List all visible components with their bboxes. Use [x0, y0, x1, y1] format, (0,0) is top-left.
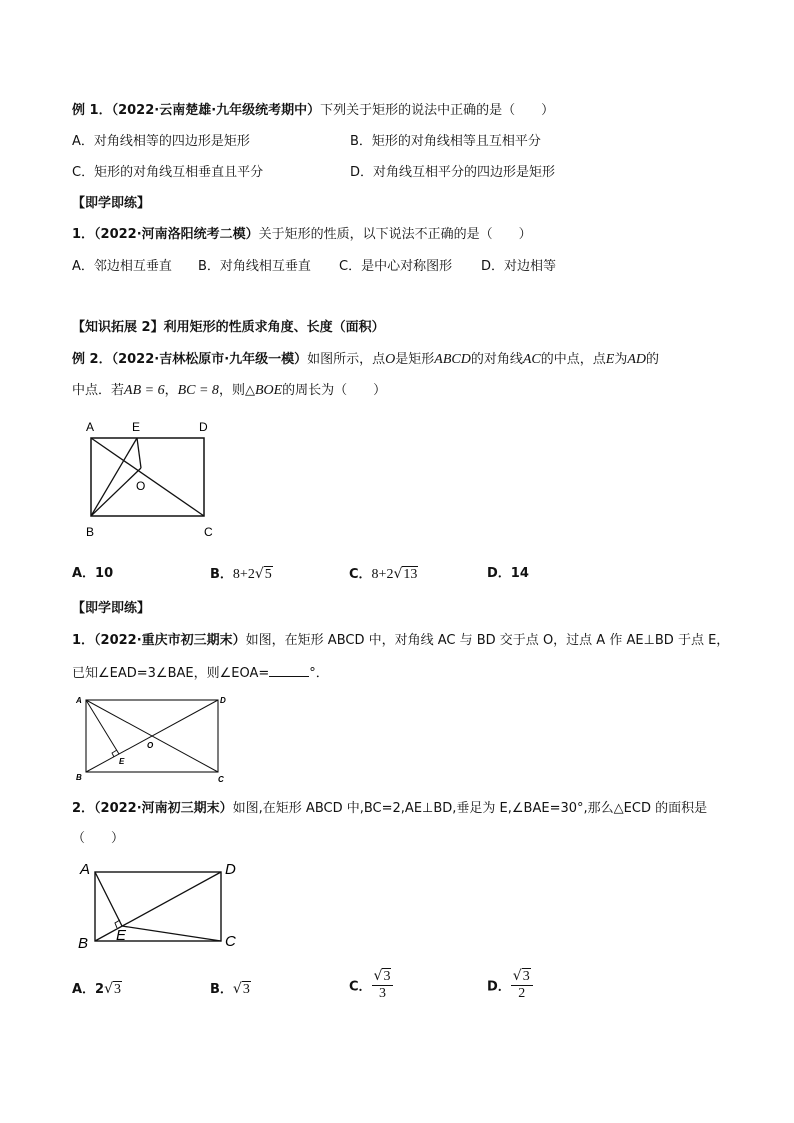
- radical-sign-icon: √: [254, 566, 264, 582]
- example-2-option-a: A．10: [72, 566, 114, 581]
- example-1-option-b: B．矩形的对角线相等且互相平分: [350, 134, 541, 149]
- radical-sign-icon: √: [373, 968, 383, 984]
- example-1-option-c: C．矩形的对角线互相垂直且平分: [72, 165, 264, 180]
- math-ABCD: ABCD: [434, 352, 471, 367]
- fraction: [372, 968, 394, 1002]
- practice-2-q1-text: °．: [309, 666, 329, 681]
- math-AC: AC: [522, 352, 541, 367]
- practice-2-q1-line-1: [72, 632, 729, 650]
- example-2-text: 的中点，点: [540, 352, 606, 367]
- practice-1-q1-source: （2022·河南洛阳统考二模）: [94, 227, 259, 242]
- segment-ae: [95, 872, 122, 926]
- fraction-denominator: 3: [379, 986, 386, 1001]
- example-2-text: ，: [164, 383, 178, 398]
- example-1-prefix: 例 1．: [72, 103, 112, 118]
- diagonal-ac: [91, 438, 204, 516]
- segment-eb: [91, 438, 137, 516]
- radicand: 13: [403, 567, 418, 582]
- fig-label-E: E: [119, 757, 125, 766]
- fig-label-B: B: [86, 525, 95, 539]
- radical: [104, 980, 122, 999]
- radicand: 5: [264, 567, 272, 582]
- practice-1-q1-stem: [72, 226, 532, 244]
- option-letter: B．: [210, 982, 233, 997]
- example-2-option-b: [210, 565, 273, 584]
- example-1-option-d: D．对角线互相平分的四边形是矩形: [350, 165, 556, 180]
- fig-label-D: D: [225, 861, 236, 878]
- fraction-numerator: [372, 968, 394, 986]
- example-2-stem-line-1: [72, 351, 659, 369]
- practice-2-q2-option-a: [72, 980, 122, 999]
- practice-2-q2-option-b: [210, 980, 251, 999]
- example-1-source: （2022·云南楚雄·九年级统考期中）: [111, 103, 321, 118]
- practice-1-q1-option-a: A．邻边相互垂直: [72, 259, 172, 274]
- option-letter: C．: [349, 979, 372, 995]
- example-2-text: 的: [646, 352, 660, 367]
- radical-sign-icon: √: [512, 968, 522, 984]
- segment-ob: [91, 468, 141, 516]
- math-O: O: [385, 352, 396, 367]
- example-2-text: 如图所示，点: [307, 352, 386, 367]
- practice-2-q2-option-d: [487, 968, 533, 1002]
- practice-1-q1-prefix: 1．: [72, 227, 95, 242]
- practice-2-q1-prefix: 1．: [72, 633, 95, 648]
- practice-2-q1-text: 已知∠EAD=3∠BAE，则∠EOA=: [72, 666, 270, 681]
- fig-label-E: E: [116, 927, 127, 944]
- practice-2-q2-option-c: [349, 968, 393, 1002]
- practice-2-q2-prefix: 2．: [72, 801, 95, 816]
- fig-label-A: A: [86, 420, 95, 434]
- segment-eo-upper: [137, 438, 141, 468]
- math-bc-equals-8: BC = 8: [177, 383, 219, 398]
- practice-2-q2-stem: [72, 800, 707, 818]
- fig-label-C: C: [225, 933, 236, 950]
- practice-1-q1-question: 关于矩形的性质，以下说法不正确的是（ ）: [258, 227, 532, 242]
- practice-2-q2-source: （2022·河南初三期末）: [94, 801, 233, 816]
- example-2-stem-line-2: [72, 382, 386, 400]
- practice-1-q1-option-b: B．对角线相互垂直: [198, 259, 311, 274]
- answer-blank[interactable]: [269, 664, 309, 677]
- math-AD: AD: [627, 352, 647, 367]
- fig-label-D: D: [199, 420, 208, 434]
- fig-label-O: O: [136, 479, 146, 493]
- fig-label-A: A: [76, 696, 82, 705]
- radical: [393, 565, 418, 584]
- math-ab-equals-6: AB = 6: [124, 383, 165, 398]
- diagonal-bd: [95, 872, 221, 941]
- example-2-text: 的周长为（ ）: [282, 383, 387, 398]
- practice-2-q2-figure: [72, 854, 252, 954]
- option-letter: B．: [210, 567, 233, 582]
- radicand: 3: [114, 982, 122, 997]
- option-expression: 8+2: [232, 567, 255, 582]
- fig-label-C: C: [204, 525, 213, 539]
- practice-2-q1-figure: [72, 692, 238, 784]
- example-2-option-d: D．14: [487, 566, 529, 581]
- example-2-text: 的对角线: [470, 352, 523, 367]
- practice-2-header: 【即学即练】: [72, 601, 151, 616]
- option-expression: 8+2: [371, 567, 394, 582]
- example-2-text: 是矩形: [395, 352, 435, 367]
- example-1-stem: [72, 102, 554, 120]
- fraction-numerator: [511, 968, 533, 986]
- radical: [374, 968, 392, 985]
- practice-2-q2-text: 如图,在矩形 ABCD 中,BC=2,AE⊥BD,垂足为 E,∠BAE=30°,那么△ECD 的面积是: [232, 801, 708, 816]
- extension-2-title: 【知识拓展 2】利用矩形的性质求角度、长度（面积）: [72, 320, 385, 335]
- radicand: 3: [522, 969, 530, 984]
- fig-label-O: O: [147, 741, 154, 750]
- math-E: E: [605, 352, 615, 367]
- fig-label-C: C: [218, 775, 224, 784]
- radical-sign-icon: √: [393, 566, 403, 582]
- fig-label-B: B: [78, 935, 89, 952]
- option-letter: A．2: [72, 982, 105, 997]
- fraction-denominator: 2: [518, 986, 526, 1001]
- fig-label-A: A: [80, 861, 91, 878]
- example-2-text: 为: [614, 352, 628, 367]
- radical: [233, 980, 251, 999]
- radicand: 3: [383, 969, 391, 984]
- radical-sign-icon: √: [104, 981, 114, 997]
- example-2-figure: [80, 416, 220, 544]
- fig-label-D: D: [220, 696, 226, 705]
- example-2-option-c: [349, 565, 418, 584]
- radical: [513, 968, 531, 985]
- practice-2-q2-paren: （ ）: [72, 831, 125, 846]
- radical-sign-icon: √: [232, 981, 242, 997]
- practice-1-q1-option-c: C．是中心对称图形: [339, 259, 453, 274]
- option-letter: D．: [487, 979, 511, 995]
- fraction: [511, 968, 533, 1002]
- example-1-question: 下列关于矩形的说法中正确的是（ ）: [320, 103, 555, 118]
- segment-ae: [86, 700, 119, 754]
- practice-1-header: 【即学即练】: [72, 196, 151, 211]
- segment-ec: [122, 926, 221, 941]
- example-2-source: （2022·吉林松原市·九年级一模）: [111, 352, 308, 367]
- math-BOE: BOE: [254, 383, 283, 398]
- example-1-option-a: A．对角线相等的四边形是矩形: [72, 134, 250, 149]
- radical: [255, 565, 273, 584]
- example-2-text: ，则△: [218, 383, 255, 398]
- practice-2-q1-source: （2022·重庆市初三期末）: [94, 633, 246, 648]
- radicand: 3: [242, 982, 250, 997]
- fig-label-B: B: [76, 773, 82, 782]
- example-2-prefix: 例 2．: [72, 352, 112, 367]
- option-letter: C．: [349, 567, 372, 582]
- practice-1-q1-option-d: D．对边相等: [481, 259, 557, 274]
- example-2-text: 中点．若: [72, 383, 125, 398]
- fig-label-E: E: [132, 420, 141, 434]
- practice-2-q1-text: 如图，在矩形 ABCD 中，对角线 AC 与 BD 交于点 O，过点 A 作 AE⊥BD 于点 E，: [245, 633, 730, 648]
- practice-2-q1-line-2: [72, 664, 329, 683]
